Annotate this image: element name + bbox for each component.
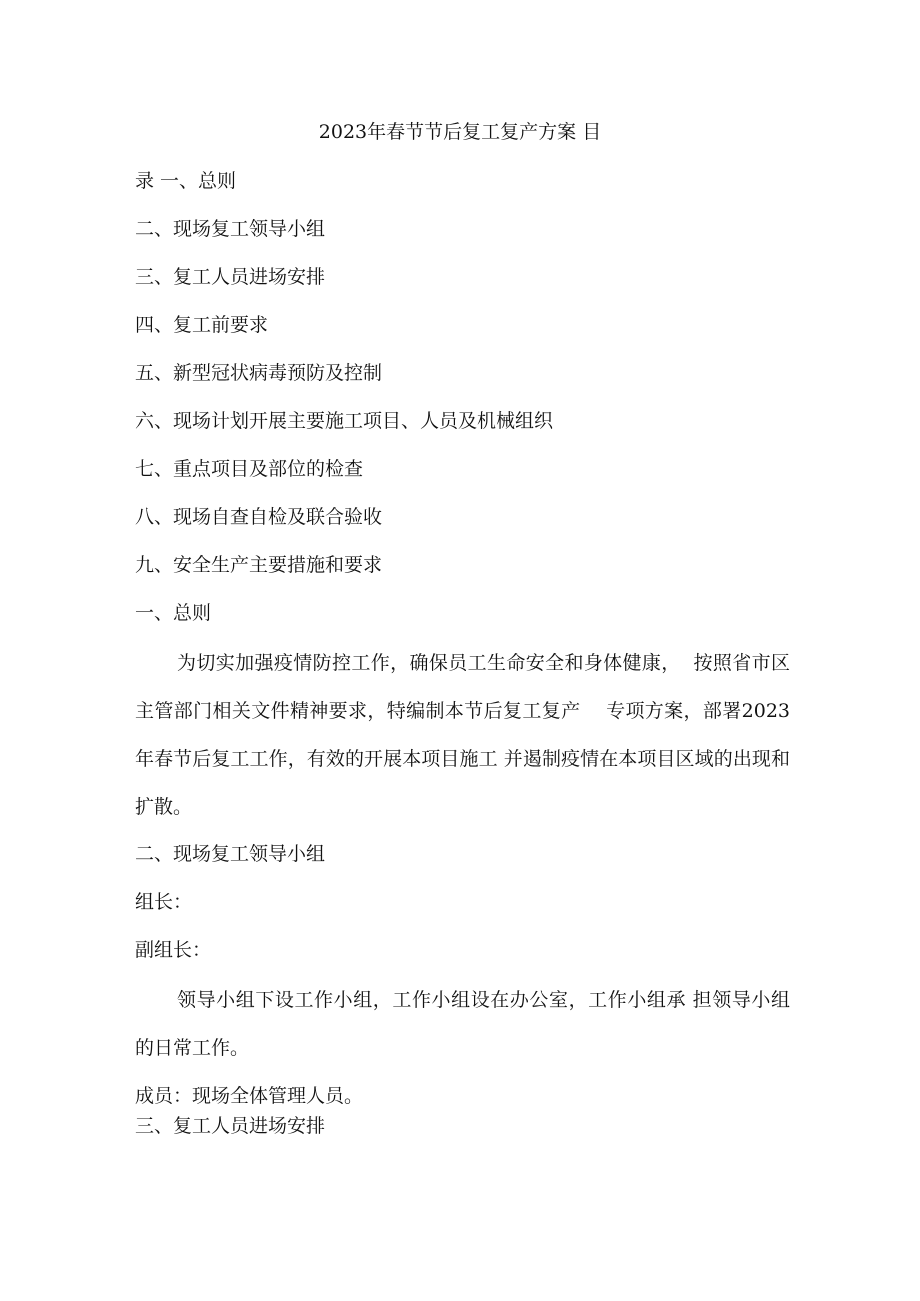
- section-heading-personnel: 三、复工人员进场安排: [135, 1115, 326, 1137]
- document-title: 2023年春节节后复工复产方案 目: [318, 121, 602, 143]
- toc-item-7: 七、重点项目及部位的检查: [135, 458, 364, 480]
- toc-item-2: 二、现场复工领导小组: [135, 218, 326, 240]
- general-paragraph: 为切实加强疫情防控工作，确保员工生命安全和身体健康， 按照省市区主管部门相关文件精神要求，特编制本节后复工复产 专项方案，部署2023年春节后复工工作，有效的开展本项目施工 并遏制疫情在本项目区域的出现和扩散。: [135, 652, 790, 818]
- leader-label: 组长：: [135, 891, 193, 913]
- toc-item-3: 三、复工人员进场安排: [135, 266, 326, 288]
- toc-item-9: 九、安全生产主要措施和要求: [135, 554, 383, 576]
- toc-item-8: 八、现场自查自检及联合验收: [135, 506, 383, 528]
- section-heading-leadership: 二、现场复工领导小组: [135, 843, 326, 865]
- members-line: 成员：现场全体管理人员。: [135, 1085, 364, 1107]
- toc-item-1: 录 一、总则: [135, 170, 237, 192]
- leadership-paragraph: 领导小组下设工作小组，工作小组设在办公室，工作小组承 担领导小组的日常工作。: [135, 989, 790, 1059]
- toc-item-6: 六、现场计划开展主要施工项目、人员及机械组织: [135, 410, 554, 432]
- section-heading-general: 一、总则: [135, 602, 212, 624]
- toc-item-4: 四、复工前要求: [135, 314, 269, 336]
- toc-item-5: 五、新型冠状病毒预防及控制: [135, 362, 383, 384]
- deputy-leader-label: 副组长：: [135, 939, 212, 961]
